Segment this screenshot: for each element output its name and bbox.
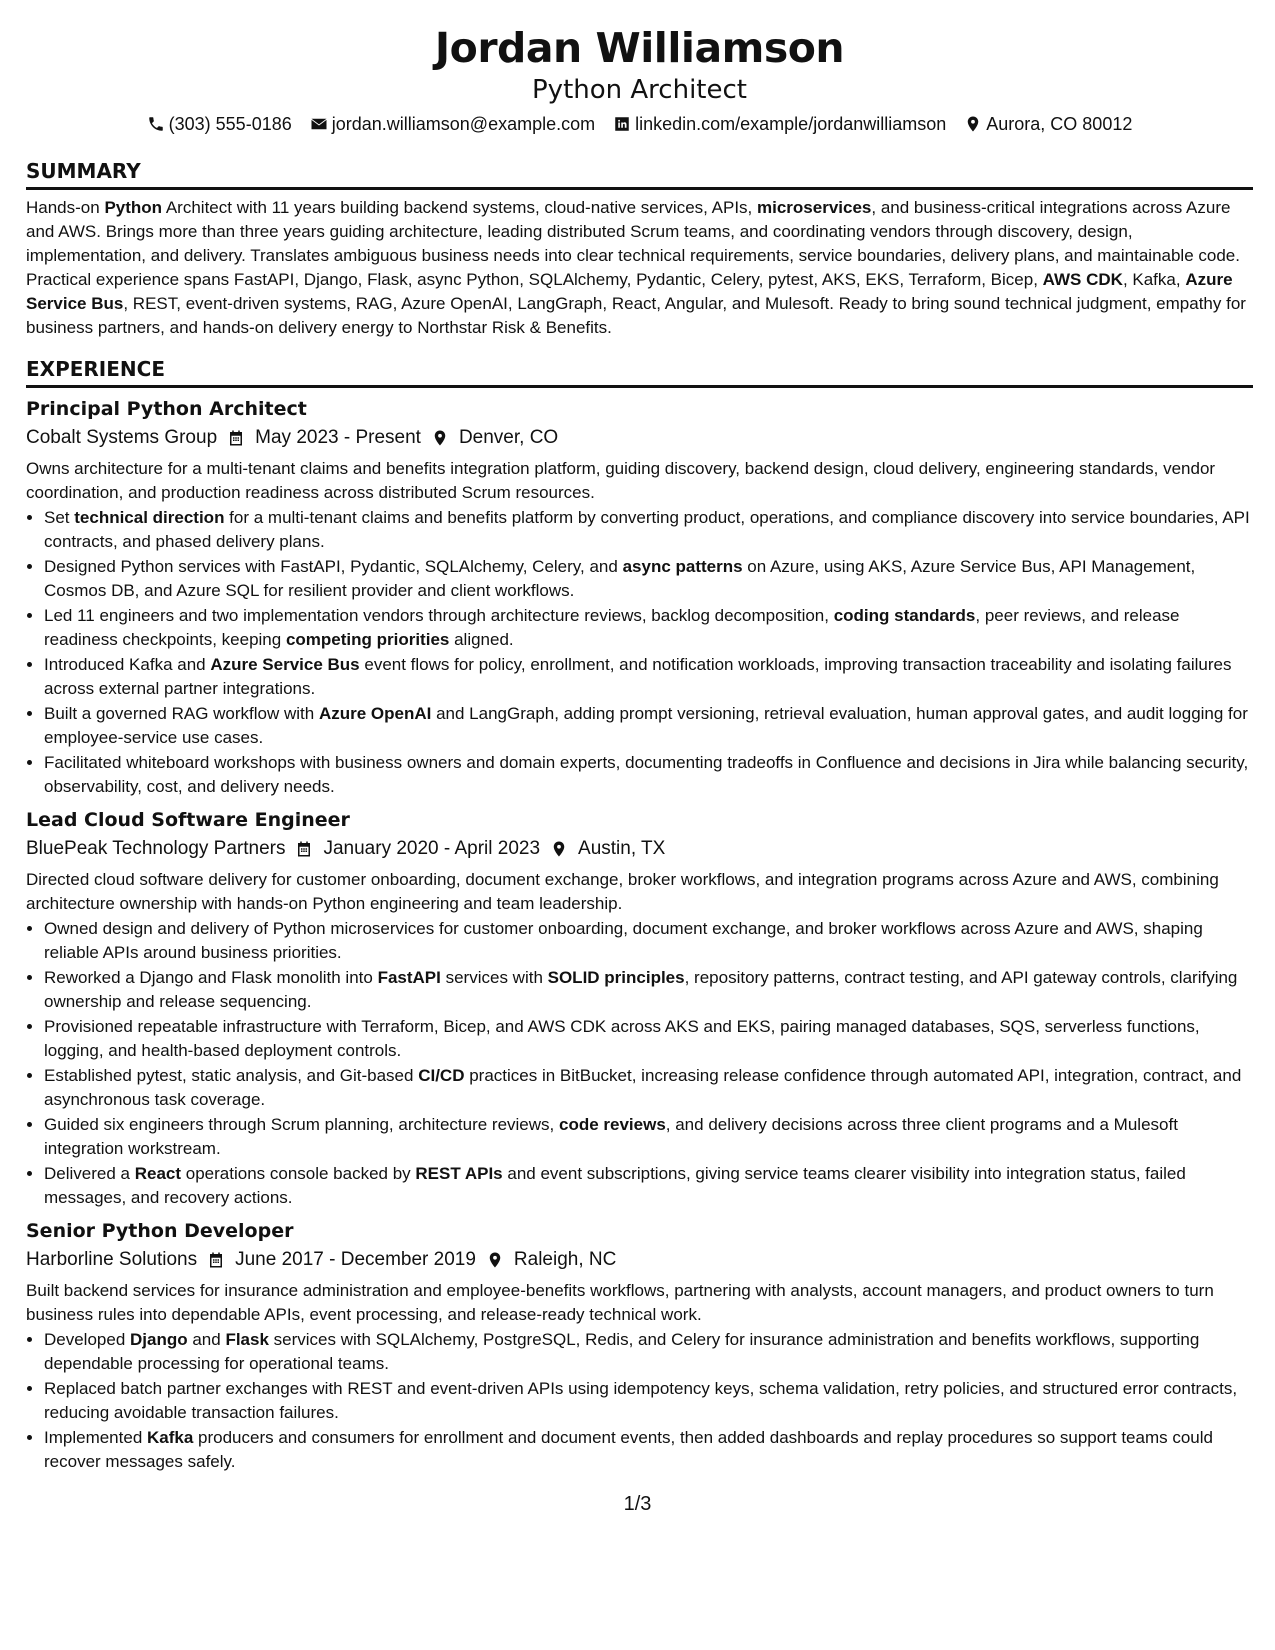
job-dates xyxy=(207,1245,476,1275)
text-run: Facilitated whiteboard workshops with business owners and domain experts, documenting tradeoffs in Confluence and decisions in Jira while balancing security, observability, cost, and delivery needs. xyxy=(44,753,1249,796)
bullet-item xyxy=(44,1426,1253,1474)
emphasis-text: Flask xyxy=(225,1330,269,1349)
emphasis-text: AWS CDK xyxy=(1042,270,1123,289)
map-pin-icon xyxy=(431,429,449,447)
text-run: practices in BitBucket, increasing release confidence through automated API, integration, contract, and asynchronous task coverage. xyxy=(44,1066,1242,1109)
text-run: Owned design and delivery of Python microservices for customer onboarding, document exchange, and broker workflows across Azure and AWS, shaping reliable APIs around business priorities. xyxy=(44,919,1203,962)
bullet-item xyxy=(44,1015,1253,1063)
text-run: Established pytest, static analysis, and Git-based xyxy=(44,1066,419,1085)
text-run: Led 11 engineers and two implementation vendors through architecture reviews, backlog decomposition, xyxy=(44,606,834,625)
bullet-item xyxy=(44,917,1253,965)
text-run: Architect with 11 years building backend systems, cloud-native services, APIs, xyxy=(162,198,758,217)
experience-heading: EXPERIENCE xyxy=(26,356,1253,388)
envelope-icon xyxy=(310,115,328,133)
job-location xyxy=(431,423,558,453)
job-entry xyxy=(26,806,1253,1210)
text-run: , repository patterns, contract testing, and API gateway controls, clarifying ownership and release sequencing. xyxy=(44,968,1238,1011)
bullet-item xyxy=(44,506,1253,554)
dates-text: May 2023 - Present xyxy=(255,427,421,448)
contact-location xyxy=(964,112,1132,136)
text-run: producers and consumers for enrollment and document events, then added dashboards and replay procedures so support teams could recover messages safely. xyxy=(44,1428,1213,1471)
summary-text xyxy=(26,196,1253,340)
map-pin-icon xyxy=(550,840,568,858)
calendar-icon xyxy=(207,1251,225,1269)
job-meta xyxy=(26,423,1253,453)
text-run: Designed Python services with FastAPI, Pydantic, SQLAlchemy, Celery, and xyxy=(44,557,623,576)
bullet-item xyxy=(44,966,1253,1014)
emphasis-text: Python xyxy=(104,198,163,217)
dates-text: January 2020 - April 2023 xyxy=(323,838,541,859)
location-text: Denver, CO xyxy=(458,427,559,448)
job-bullets xyxy=(26,506,1253,799)
phone-text: (303) 555-0186 xyxy=(168,114,292,134)
bullet-item xyxy=(44,702,1253,750)
text-run: and event subscriptions, giving service teams clearer visibility into integration status, failed messages, and recovery actions. xyxy=(44,1164,1186,1207)
text-run: for a multi-tenant claims and benefits platform by converting product, operations, and compliance discovery into service boundaries, API contracts, and phased delivery plans. xyxy=(44,508,1250,551)
job-entry xyxy=(26,395,1253,799)
bullet-item xyxy=(44,1113,1253,1161)
bullet-item xyxy=(44,653,1253,701)
job-dates xyxy=(295,834,540,864)
job-entry xyxy=(26,1217,1253,1474)
text-run: Built a governed RAG workflow with xyxy=(44,704,319,723)
experience-list xyxy=(26,395,1253,1474)
emphasis-text: technical direction xyxy=(74,508,225,527)
resume-header xyxy=(26,22,1253,136)
text-run: and LangGraph, adding prompt versioning, retrieval evaluation, human approval gates, and audit logging for employee-service use cases. xyxy=(44,704,1248,747)
text-run: Introduced Kafka and xyxy=(44,655,211,674)
location-text: Raleigh, NC xyxy=(513,1249,617,1270)
emphasis-text: competing priorities xyxy=(285,630,450,649)
text-run: Set xyxy=(44,508,75,527)
bullet-item xyxy=(44,751,1253,799)
phone-icon xyxy=(147,115,165,133)
text-run: Developed xyxy=(44,1330,131,1349)
company-name: Harborline Solutions xyxy=(26,1249,198,1270)
text-run: Delivered a xyxy=(44,1164,135,1183)
emphasis-text: Kafka xyxy=(147,1428,194,1447)
job-location xyxy=(486,1245,616,1275)
emphasis-text: FastAPI xyxy=(377,968,441,987)
emphasis-text: SOLID principles xyxy=(547,968,685,987)
emphasis-text: Azure Service Bus xyxy=(210,655,360,674)
emphasis-text: Django xyxy=(130,1330,188,1349)
text-run: and xyxy=(187,1330,226,1349)
contact-linkedin[interactable] xyxy=(613,112,946,136)
bullet-item xyxy=(44,604,1253,652)
page-number: 1/3 xyxy=(623,1493,652,1515)
job-bullets xyxy=(26,917,1253,1210)
candidate-name: Jordan Williamson xyxy=(434,24,845,72)
emphasis-text: CI/CD xyxy=(418,1066,465,1085)
summary-heading: SUMMARY xyxy=(26,158,1253,190)
contact-email[interactable] xyxy=(310,112,595,136)
job-title: Senior Python Developer xyxy=(26,1220,294,1242)
company-name: Cobalt Systems Group xyxy=(26,427,218,448)
job-description: Directed cloud software delivery for customer onboarding, document exchange, broker workflows, and integration programs across Azure and AWS, combining architecture ownership with hands-on Python engineering and team leadership. xyxy=(26,870,1219,913)
job-description: Built backend services for insurance administration and employee-benefits workflows, partnering with analysts, account managers, and product owners to turn business rules into dependable APIs, event processing, and release-ready technical work. xyxy=(26,1281,1214,1324)
job-bullets xyxy=(26,1328,1253,1474)
job-meta xyxy=(26,1245,1253,1275)
text-run: services with SQLAlchemy, PostgreSQL, Redis, and Celery for insurance administration and benefits workflows, supporting dependable processing for operational teams. xyxy=(44,1330,1200,1373)
linkedin-icon xyxy=(613,115,631,133)
text-run: event flows for policy, enrollment, and notification workloads, improving transaction traceability and isolating failures across external partner integrations. xyxy=(44,655,1232,698)
candidate-title: Python Architect xyxy=(532,75,747,105)
job-dates xyxy=(227,423,421,453)
calendar-icon xyxy=(227,429,245,447)
text-run: Provisioned repeatable infrastructure with Terraform, Bicep, and AWS CDK across AKS and EKS, pairing managed databases, SQS, serverless functions, logging, and health-based deployment controls. xyxy=(44,1017,1200,1060)
bullet-item xyxy=(44,1377,1253,1425)
bullet-item xyxy=(44,1064,1253,1112)
emphasis-text: coding standards xyxy=(833,606,976,625)
text-run: Reworked a Django and Flask monolith into xyxy=(44,968,378,987)
job-location xyxy=(550,834,665,864)
job-meta xyxy=(26,834,1253,864)
text-run: , REST, event-driven systems, RAG, Azure OpenAI, LangGraph, React, Angular, and Mulesoft. Ready to bring sound technical judgment, empathy for business partners, and hands-on delivery energy to Northstar Risk & Benefits. xyxy=(26,294,1246,337)
job-title: Principal Python Architect xyxy=(26,398,307,420)
map-pin-icon xyxy=(964,115,982,133)
contact-row xyxy=(26,112,1253,136)
emphasis-text: code reviews xyxy=(559,1115,666,1134)
job-title: Lead Cloud Software Engineer xyxy=(26,809,350,831)
company-name: BluePeak Technology Partners xyxy=(26,838,286,859)
emphasis-text: REST APIs xyxy=(415,1164,503,1183)
contact-phone xyxy=(147,112,292,136)
location-text: Austin, TX xyxy=(578,838,666,859)
bullet-item xyxy=(44,555,1253,603)
map-pin-icon xyxy=(486,1251,504,1269)
text-run: operations console backed by xyxy=(181,1164,416,1183)
text-run: , and business-critical integrations across Azure and AWS. Brings more than three years guiding architecture, leading distributed Scrum teams, and coordinating vendors through discovery, design, implementation, and delivery. Translates ambiguous business needs into clear technical requirements, service boundaries, delivery plans, and maintainable code. Practical experience spans FastAPI, Django, Flask, async Python, SQLAlchemy, Pydantic, Celery, pytest, AKS, EKS, Terraform, Bicep, xyxy=(26,198,1240,289)
job-description: Owns architecture for a multi-tenant claims and benefits integration platform, guiding discovery, backend design, cloud delivery, engineering standards, vendor coordination, and production readiness across distributed Scrum resources. xyxy=(26,459,1216,502)
text-run: on Azure, using AKS, Azure Service Bus, API Management, Cosmos DB, and Azure SQL for resilient provider and client workflows. xyxy=(44,557,1196,600)
location-text: Aurora, CO 80012 xyxy=(986,114,1133,134)
emphasis-text: microservices xyxy=(757,198,872,217)
text-run: Replaced batch partner exchanges with REST and event-driven APIs using idempotency keys, schema validation, retry policies, and structured error contracts, reducing avoidable transaction failures. xyxy=(44,1379,1238,1422)
text-run: aligned. xyxy=(449,630,514,649)
text-run: , peer reviews, and release readiness checkpoints, keeping xyxy=(44,606,1180,649)
dates-text: June 2017 - December 2019 xyxy=(235,1249,476,1270)
emphasis-text: Azure OpenAI xyxy=(318,704,432,723)
text-run: Guided six engineers through Scrum planning, architecture reviews, xyxy=(44,1115,559,1134)
text-run: , Kafka, xyxy=(1122,270,1186,289)
calendar-icon xyxy=(295,840,313,858)
text-run: Implemented xyxy=(44,1428,147,1447)
linkedin-text[interactable]: linkedin.com/example/jordanwilliamson xyxy=(635,114,947,134)
text-run: services with xyxy=(440,968,548,987)
emphasis-text: async patterns xyxy=(622,557,743,576)
email-text[interactable]: jordan.williamson@example.com xyxy=(331,114,596,134)
bullet-item xyxy=(44,1162,1253,1210)
text-run: Hands-on xyxy=(26,198,105,217)
emphasis-text: React xyxy=(134,1164,182,1183)
emphasis-text: Azure Service Bus xyxy=(26,270,1233,313)
bullet-item xyxy=(44,1328,1253,1376)
text-run: , and delivery decisions across three client programs and a Mulesoft integration workstream. xyxy=(44,1115,1178,1158)
